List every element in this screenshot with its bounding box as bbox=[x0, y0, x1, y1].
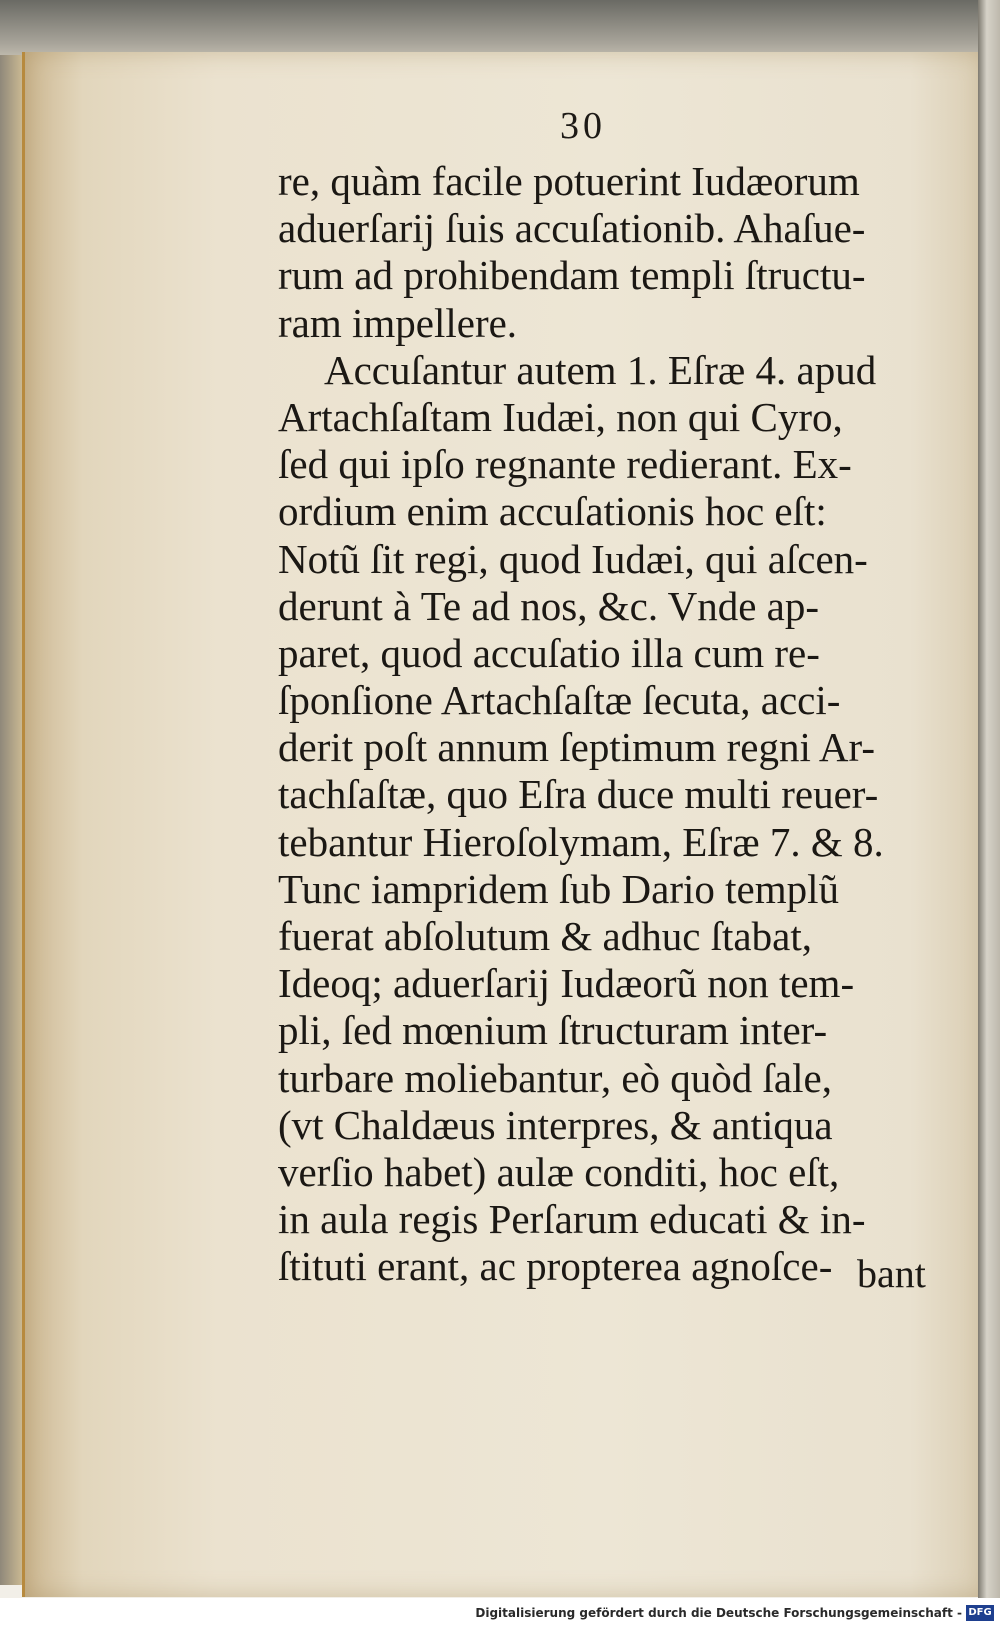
text-line: verſio habet) aulæ conditi, hoc eſt, bbox=[278, 1148, 840, 1195]
text-line: fuerat abſolutum & adhuc ſtabat, bbox=[278, 913, 812, 959]
scan-right-edge bbox=[978, 0, 1000, 1600]
body-text bbox=[278, 158, 968, 1291]
dfg-logo: DFG bbox=[966, 1605, 994, 1621]
text-line: ordium enim accuſationis hoc eſt: bbox=[278, 488, 827, 535]
text-line: aduerſarij ſuis accuſationib. Ahaſue- bbox=[278, 205, 866, 252]
text-line: ſtituti erant, ac propterea agnoſce- bbox=[278, 1243, 833, 1290]
text-line: in aula regis Perſarum educati & in- bbox=[278, 1196, 866, 1243]
text-line: Ideoq; aduerſarij Iudæorũ non tem- bbox=[278, 960, 855, 1007]
text-line: ſponſione Artachſaſtæ ſecuta, acci- bbox=[278, 677, 841, 724]
text-line: re, quàm facile potuerint Iudæorum bbox=[278, 158, 860, 204]
page-number: 30 bbox=[560, 105, 606, 147]
text-line: rum ad prohibendam templi ſtructu- bbox=[278, 252, 866, 299]
text-line: tebantur Hieroſolymam, Eſræ 7. & 8. bbox=[278, 818, 884, 865]
text-line: paret, quod accuſatio illa cum re- bbox=[278, 629, 820, 676]
text-line: pli, ſed mœnium ſtructuram inter- bbox=[278, 1007, 828, 1054]
text-line: turbare moliebantur, eò quòd ſale, bbox=[278, 1054, 832, 1101]
text-line: Accuſantur autem 1. Eſræ 4. apud bbox=[324, 346, 877, 393]
text-line: Artachſaſtam Iudæi, non qui Cyro, bbox=[278, 393, 843, 440]
text-line: tachſaſtæ, quo Eſra duce multi reuer- bbox=[278, 771, 879, 818]
text-line: ram impellere. bbox=[278, 299, 518, 346]
text-line: derit poſt annum ſeptimum regni Ar- bbox=[278, 724, 875, 771]
footer-credit-text: Digitalisierung gefördert durch die Deutsche Forschungsgemeinschaft - bbox=[475, 1606, 962, 1620]
catchword: bant bbox=[857, 1251, 926, 1296]
text-line: Tunc iampridem ſub Dario templũ bbox=[278, 865, 840, 912]
text-line: ſed qui ipſo regnante redierant. Ex- bbox=[278, 441, 852, 488]
text-line: (vt Chaldæus interpres, & antiqua bbox=[278, 1101, 833, 1148]
text-line: Notũ ſit regi, quod Iudæi, qui aſcen- bbox=[278, 535, 868, 582]
text-line: derunt à Te ad nos, &c. Vnde ap- bbox=[278, 582, 819, 629]
